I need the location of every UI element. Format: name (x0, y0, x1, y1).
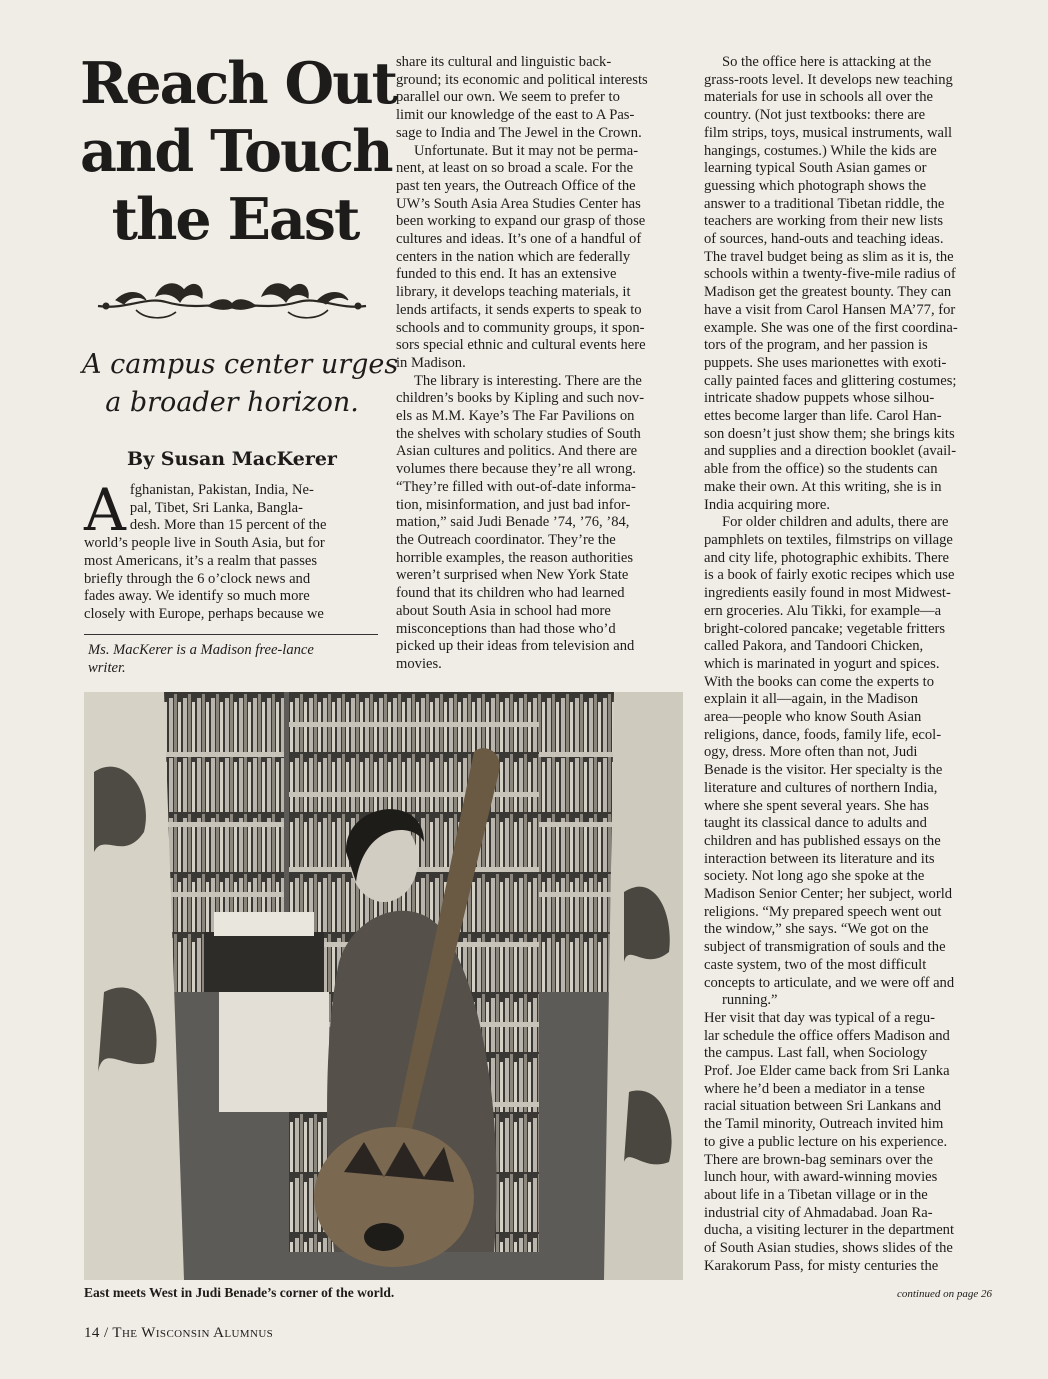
text-line: grass-roots level. It develops new teaching (704, 71, 953, 88)
text-line: tors of the program, and her passion is (704, 337, 928, 354)
text-line: horrible examples, the reason authorities (396, 549, 634, 566)
text-line: So the office here is attacking at the (722, 54, 932, 70)
text-line: of sources, hand-outs and teaching ideas. (704, 231, 944, 248)
text-line: make their own. At this writing, she is in (704, 478, 942, 495)
text-line: the Tamil minority, Outreach invited him (704, 1116, 944, 1133)
text-line: desh. More than 15 percent of the (129, 517, 327, 534)
text-line: and city life, photographic exhibits. There (704, 549, 949, 566)
text-line: The library is interesting. There are the (414, 372, 642, 389)
text-line: Madison get the greatest bounty. They can (704, 284, 952, 301)
text-line: example. She was one of the first coordina- (704, 319, 958, 336)
text-line: parallel our own. We seem to prefer to (396, 89, 620, 106)
text-line: about South Asia in school had more (396, 602, 611, 619)
text-line: ettes become larger than life. Carol Han- (704, 408, 942, 425)
text-line: els as M.M. Kaye’s The Far Pavilions on (396, 408, 635, 425)
subhead-line-1: A campus center urges (82, 349, 399, 380)
text-line: limit our knowledge of the east to A Pas- (396, 107, 635, 124)
divider-rule (84, 634, 378, 635)
text-line: briefly through the 6 o’clock news and (84, 570, 311, 587)
page-folio: 14 / The Wisconsin Alumnus (84, 1325, 274, 1341)
floral-ornament-icon (96, 276, 368, 326)
author-note (88, 642, 378, 677)
column-3-text (704, 54, 996, 1276)
text-line: racial situation between Sri Lankans and (704, 1098, 942, 1115)
text-line: religions. “My prepared speech went out (704, 903, 942, 920)
text-line: in Madison. (396, 354, 466, 371)
continued-note: continued on page 26 (896, 1288, 992, 1300)
text-line: pamphlets on textiles, filmstrips on village (704, 531, 953, 548)
text-line: pal, Tibet, Sri Lanka, Bangla- (129, 499, 303, 516)
column-2-text (396, 54, 688, 674)
text-line: ogy, dress. More often than not, Judi (704, 744, 918, 761)
text-line: sage to India and The Jewel in the Crown. (396, 124, 642, 141)
text-line: bright-colored pancake; vegetable fritters (704, 620, 946, 637)
text-line: funded to this end. It has an extensive (396, 266, 617, 283)
subhead-line-2: a broader horizon. (105, 387, 359, 418)
article-photo (84, 692, 683, 1280)
text-line: share its cultural and linguistic back- (396, 54, 612, 70)
text-line: weren’t surprised when New York State (396, 567, 629, 584)
text-line: puppets. She uses marionettes with exoti- (704, 354, 947, 371)
text-line: where he’d been a mediator in a tense (704, 1080, 925, 1097)
photo-caption: East meets West in Judi Benade’s corner of the world. (84, 1285, 395, 1300)
text-line: guessing which photograph shows the (704, 177, 927, 194)
text-line: about life in a Tibetan village or in the (704, 1187, 928, 1203)
text-line: fades away. We identify so much more (84, 588, 310, 605)
text-line: interaction between its literature and its (704, 850, 935, 867)
text-line: subject of transmigration of souls and the (704, 939, 946, 956)
text-line: teachers are working from their new lists (704, 213, 944, 230)
text-line: is a book of fairly exotic recipes which use (704, 567, 955, 584)
text-line: the Outreach coordinator. They’re the (396, 531, 616, 548)
text-line: the campus. Last fall, when Sociology (704, 1045, 928, 1062)
text-line: to give a public lecture on his experience. (704, 1133, 948, 1150)
text-line: India acquiring more. (704, 496, 831, 513)
text-line: picked up their ideas from television and (396, 638, 635, 655)
text-line: where she spent several years. She has (704, 797, 929, 814)
article-subhead (82, 346, 399, 422)
text-line: Prof. Joe Elder came back from Sri Lanka (704, 1063, 950, 1080)
headline-line-3: the East (111, 186, 359, 253)
text-line: film strips, toys, musical instruments, wall (704, 124, 953, 141)
text-line: intricate shadow puppets whose silhou- (704, 390, 935, 407)
text-line: Karakorum Pass, for misty centuries the (704, 1257, 939, 1274)
text-line: the window,” she says. “We got on the (704, 921, 929, 938)
text-line: called Pakora, and Tandoori Chicken, (704, 638, 924, 655)
text-line: caste system, two of the most difficult (704, 956, 927, 973)
text-line: and supplies and a direction booklet (avail- (704, 443, 957, 460)
text-line: past ten years, the Outreach Office of the (396, 177, 636, 194)
text-line: religions, dance, foods, family life, ecol- (704, 726, 942, 743)
drop-cap: A (84, 476, 126, 544)
text-line: fghanistan, Pakistan, India, Ne- (129, 482, 314, 498)
text-line: ern groceries. Alu Tikki, for example—a (704, 602, 942, 619)
text-line: lar schedule the office offers Madison and (704, 1027, 950, 1044)
text-line: schools within a twenty-five-mile radius of (704, 266, 956, 283)
headline-line-1: Reach Out (80, 50, 396, 117)
text-line: concepts to articulate, and we were off and (704, 974, 955, 991)
text-line: sors special ethnic and cultural events here (396, 337, 646, 354)
text-line: movies. (396, 655, 442, 672)
text-line: taught its classical dance to adults and (704, 815, 927, 832)
headline-line-2: and Touch (80, 118, 392, 185)
text-line: been working to expand our grasp of those (396, 213, 646, 230)
text-line: UW’s South Asia Area Studies Center has (396, 195, 641, 212)
text-line: literature and cultures of northern India, (704, 779, 938, 796)
text-line: have a visit from Carol Hansen MA’77, for (704, 301, 956, 318)
text-line: cultures and ideas. It’s one of a handful of (396, 231, 642, 248)
author-note-line: Ms. MacKerer is a Madison free-lance (88, 642, 314, 658)
text-line: With the books can come the experts to (704, 673, 935, 690)
text-line: tion, misinformation, and just bad infor- (396, 496, 631, 513)
text-line: For older children and adults, there are (722, 514, 949, 531)
text-line: Benade is the visitor. Her specialty is the (704, 762, 943, 779)
text-line: son doesn’t just show them; she brings kits (704, 425, 955, 442)
text-line: The travel budget being as slim as it is, the (704, 248, 954, 265)
text-line: library, it develops teaching materials, it (396, 284, 631, 301)
text-line: of South Asian studies, shows slides of the (704, 1240, 953, 1257)
text-line: Unfortunate. But it may not be perma- (414, 142, 639, 159)
text-line: explain it all—again, in the Madison (704, 691, 918, 708)
text-line: children and has published essays on the (704, 832, 941, 849)
text-line: nent, at least on so broad a scale. For the (396, 160, 634, 177)
text-line: lunch hour, with award-winning movies (704, 1169, 938, 1186)
text-line: found that its children who had learned (396, 585, 625, 602)
article-headline (80, 50, 396, 254)
text-line: which is marinated in yogurt and spices. (704, 655, 940, 672)
text-line: most Americans, it’s a realm that passes (84, 552, 318, 569)
byline: By Susan MacKerer (127, 448, 337, 470)
text-line: volumes there because they’re all wrong. (396, 461, 636, 478)
text-line: centers in the nation which are federally (396, 248, 631, 265)
column-1-text (84, 476, 378, 624)
text-line: ingredients easily found in most Midwest- (704, 585, 951, 602)
text-line: materials for use in schools all over the (704, 89, 933, 106)
text-line: Her visit that day was typical of a regu- (704, 1009, 935, 1026)
text-line: There are brown-bag seminars over the (704, 1151, 933, 1168)
text-line: answer to a traditional Tibetan riddle, the (704, 195, 945, 212)
text-line: able from the office) so the students can (704, 461, 938, 478)
text-line: schools and to community groups, it spon- (396, 319, 645, 336)
text-line: ground; its economic and political interests (396, 71, 648, 88)
text-line: “They’re filled with out-of-date informa- (396, 478, 636, 495)
text-line: learning typical South Asian games or (704, 160, 927, 177)
text-line: children’s books by Kipling and such nov- (396, 390, 645, 407)
author-note-line: writer. (88, 659, 126, 676)
text-line: country. (Not just textbooks: there are (704, 107, 926, 124)
text-line: area—people who know South Asian (704, 709, 922, 726)
text-line: hangings, costumes.) While the kids are (704, 142, 937, 159)
text-line: ducha, a visiting lecturer in the department (704, 1222, 955, 1239)
text-line: the shelves with scholary studies of South (396, 425, 641, 442)
text-line: Asian cultures and politics. And there are (396, 443, 638, 460)
text-line: society. Not long ago she spoke at the (704, 868, 925, 885)
text-line: Madison Senior Center; her subject, world (704, 886, 953, 903)
text-line: cally painted faces and glittering costumes; (704, 372, 957, 389)
text-line: world’s people live in South Asia, but for (84, 535, 325, 552)
text-line: closely with Europe, perhaps because we (84, 605, 324, 622)
text-line: mation,” said Judi Benade ’74, ’76, ’84, (396, 514, 630, 531)
text-line: misconceptions than had those who’d (396, 620, 616, 637)
text-line: running.” (722, 992, 778, 1009)
text-line: industrial city of Ahmadabad. Joan Ra- (704, 1204, 933, 1221)
text-line: lends artifacts, it sends experts to speak to (396, 301, 642, 318)
